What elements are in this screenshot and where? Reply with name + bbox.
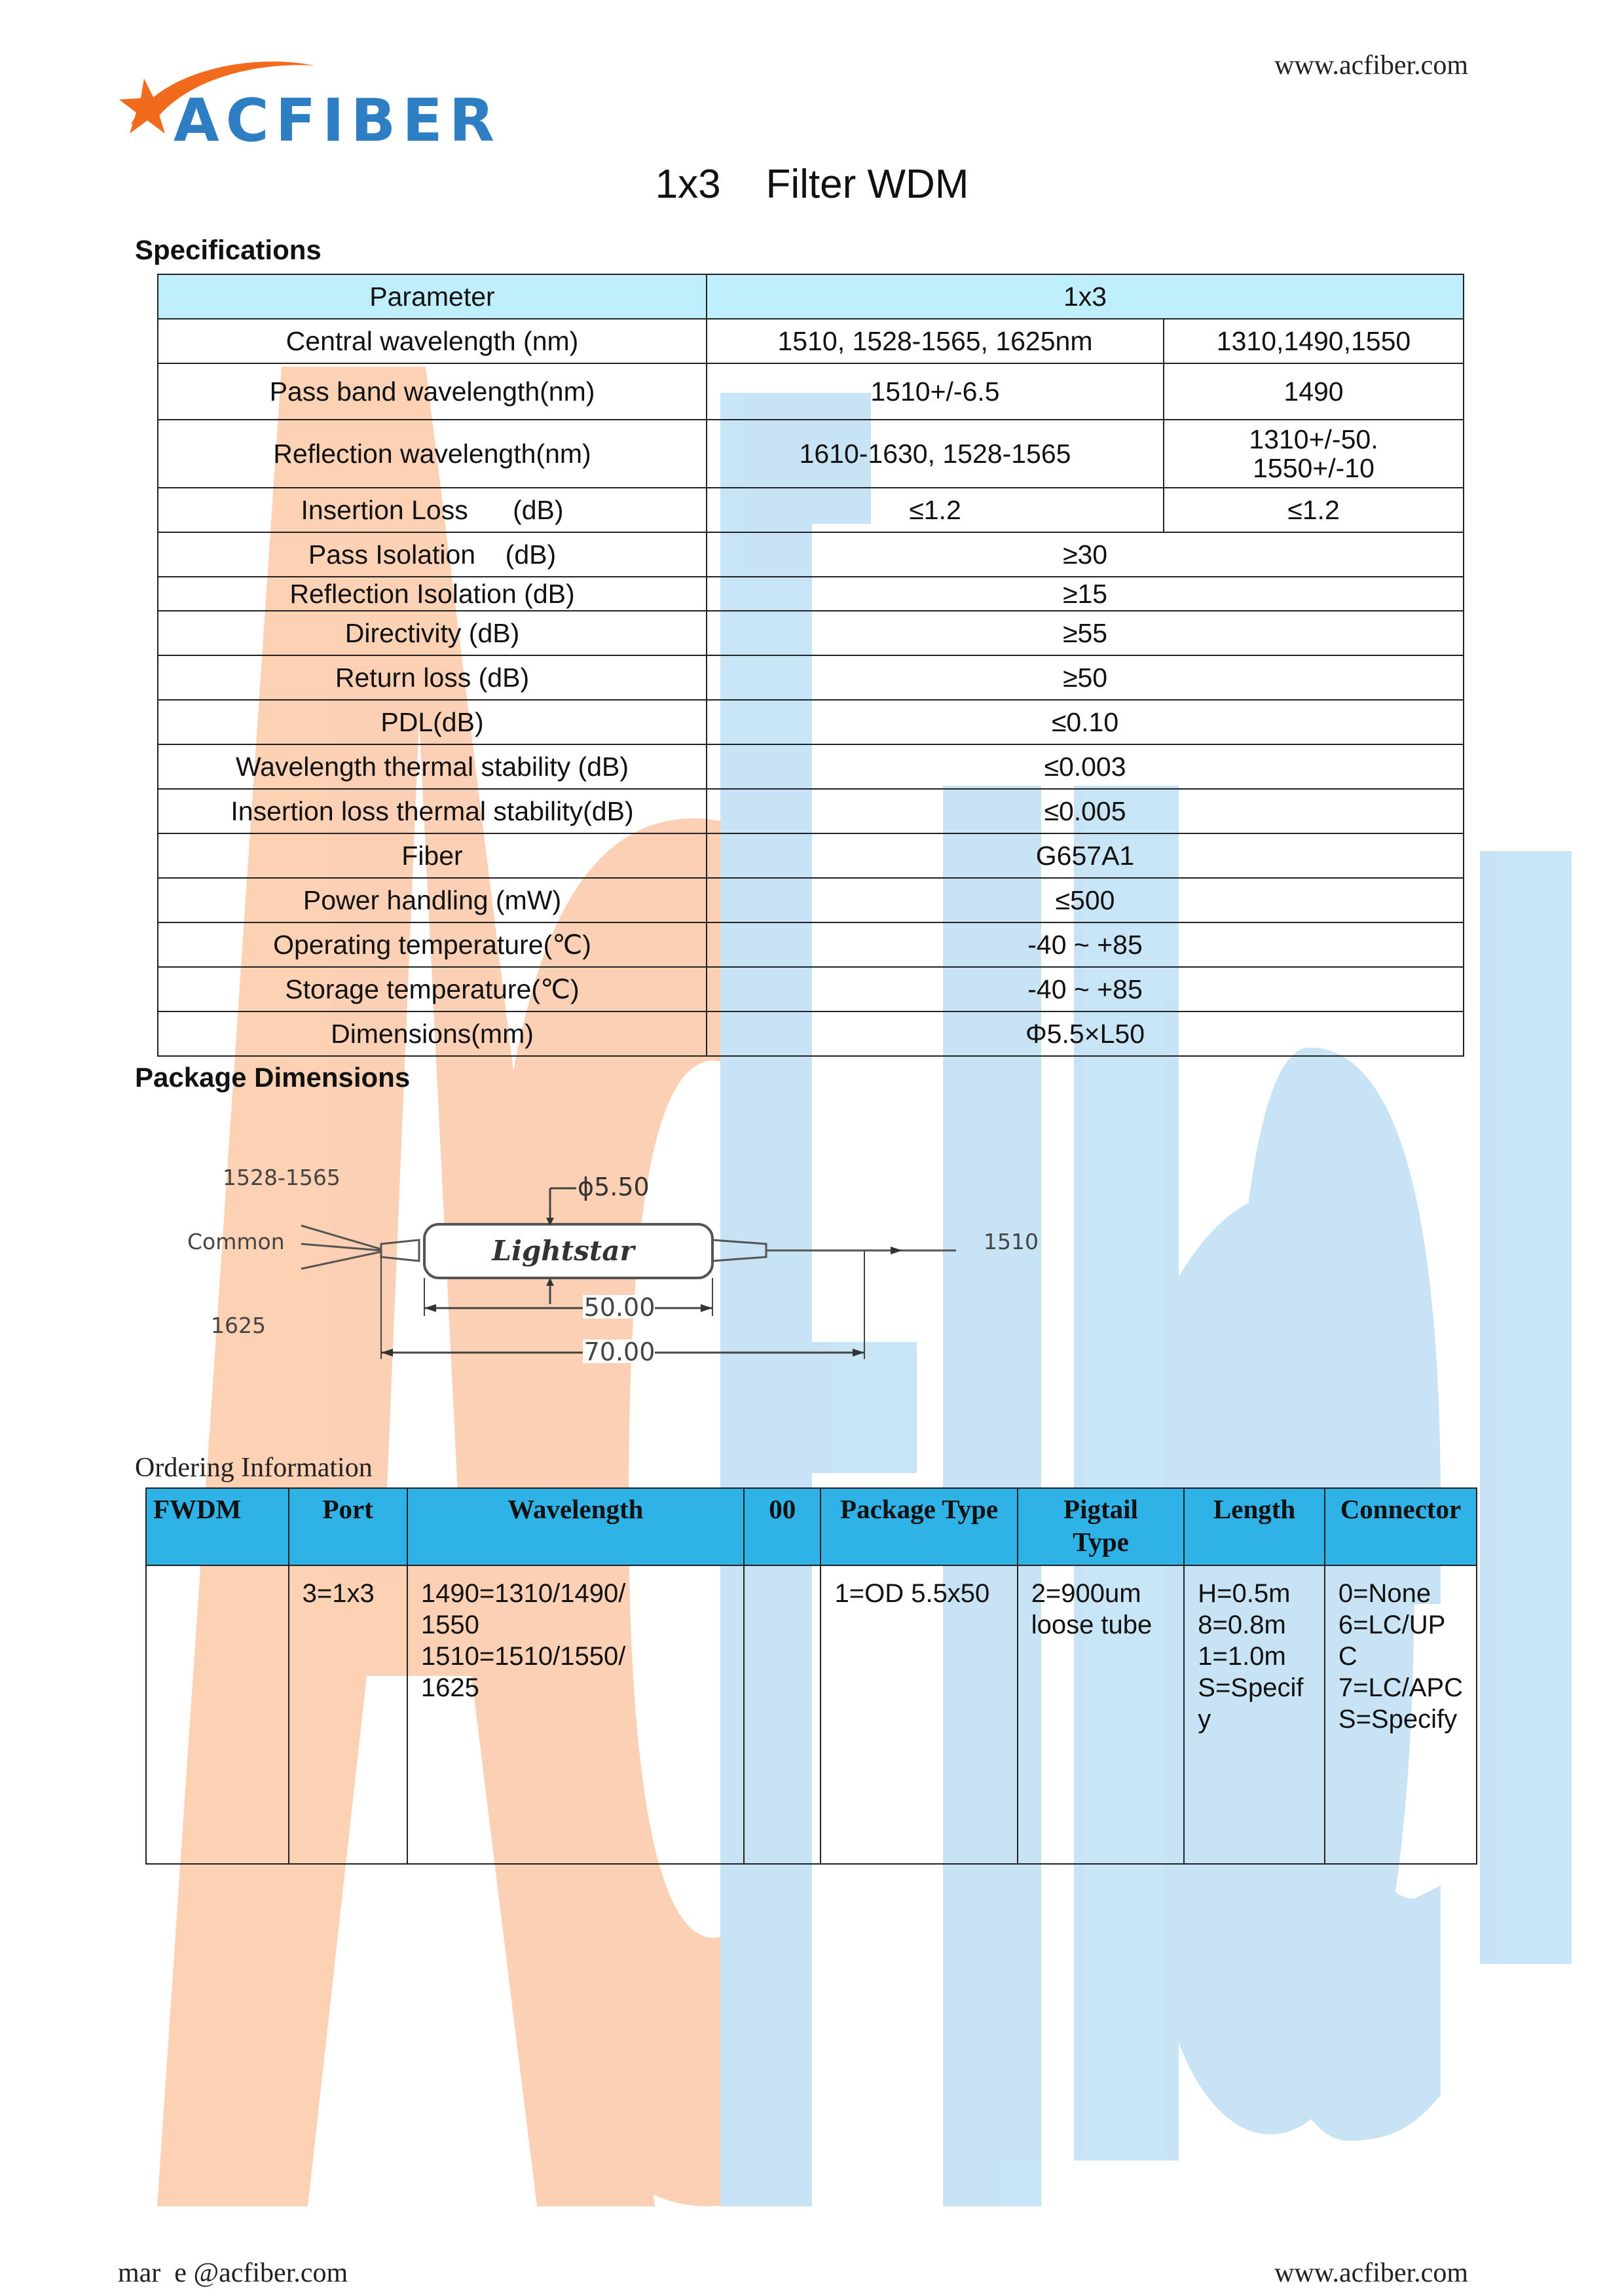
footer-email: mar e @acfiber.com [118,2258,348,2288]
order-header-wavelength: Wavelength [407,1488,744,1565]
spec-value: 1610-1630, 1528-1565 [707,420,1164,488]
spec-value: -40 ~ +85 [707,967,1464,1011]
order-cell-00 [744,1565,821,1864]
spec-row [158,922,1464,967]
spec-param: PDL(dB) [158,700,707,744]
order-cell-port: 3=1x3 [289,1565,407,1864]
spec-param: Dimensions(mm) [158,1011,707,1056]
spec-param: Operating temperature(℃) [158,922,707,967]
input-fibers [301,1226,381,1269]
spec-param: Insertion loss thermal stability(dB) [158,789,707,833]
order-header-length: Length [1184,1488,1325,1565]
spec-value: 1510, 1528-1565, 1625nm [707,319,1164,363]
spec-value: ≤0.10 [707,700,1464,744]
spec-param: Pass Isolation (dB) [158,532,707,577]
ordering-row [146,1565,1477,1864]
spec-row [158,420,1464,488]
order-header-package-type: Package Type [821,1488,1017,1565]
order-cell-fwdm [146,1565,289,1864]
spec-value: 1310,1490,1550 [1164,319,1464,363]
dimension-50: 50.00 [583,1293,655,1322]
label-common: Common [187,1229,285,1254]
arrow-icon [853,1349,864,1357]
package-dimensions-heading: Package Dimensions [135,1062,411,1093]
dimension-70: 70.00 [583,1338,655,1366]
arrow-icon [381,1349,393,1357]
arrow-icon [701,1304,712,1312]
spec-value: ≤0.005 [707,789,1464,833]
specifications-heading: Specifications [135,234,322,265]
ordering-header-row [146,1488,1477,1565]
spec-value: -40 ~ +85 [707,922,1464,967]
footer-website: www.acfiber.com [1274,2258,1468,2288]
label-1528-1565: 1528-1565 [223,1165,341,1190]
spec-param: Storage temperature(℃) [158,967,707,1011]
spec-value: ≥50 [707,655,1464,700]
order-header-port: Port [289,1488,407,1565]
spec-value: G657A1 [707,833,1464,878]
left-boot [381,1240,419,1261]
spec-row [158,655,1464,700]
right-boot [712,1240,766,1261]
spec-value: ≥30 [707,532,1464,577]
label-1625: 1625 [211,1313,266,1338]
spec-row [158,833,1464,878]
arrow-icon [424,1304,436,1312]
spec-value: 1310+/-50. 1550+/-10 [1164,420,1464,488]
spec-value: ≤1.2 [1164,488,1464,532]
logo-text: ACFIBER [174,86,502,155]
specifications-table [157,274,1464,1057]
spec-row [158,700,1464,744]
spec-value: ≤1.2 [707,488,1164,532]
spec-param: Directivity (dB) [158,611,707,655]
order-cell-connector: 0=None 6=LC/UP C 7=LC/APC S=Specify [1325,1565,1477,1864]
spec-row [158,878,1464,922]
spec-value: ≥15 [707,577,1464,611]
spec-param: Fiber [158,833,707,878]
spec-value: Φ5.5×L50 [707,1011,1464,1056]
order-header-pigtail-type: Pigtail Type [1018,1488,1185,1565]
dimension-extension-50 [424,1278,712,1316]
spec-header-parameter: Parameter [158,274,707,319]
brand-label: Lightstar [492,1235,635,1267]
spec-row [158,488,1464,532]
spec-param: Insertion Loss (dB) [158,488,707,532]
spec-row [158,1011,1464,1056]
spec-header-value: 1x3 [707,274,1464,319]
spec-value: ≤500 [707,878,1464,922]
order-cell-length: H=0.5m 8=0.8m 1=1.0m S=Specif y [1184,1565,1325,1864]
spec-value: ≥55 [707,611,1464,655]
spec-row [158,319,1464,363]
spec-value: 1490 [1164,363,1464,420]
ordering-table [145,1487,1477,1865]
spec-row [158,744,1464,789]
order-header-fwdm: FWDM [146,1488,289,1565]
order-header-00: 00 [744,1488,821,1565]
spec-row [158,363,1464,420]
order-cell-pigtail-type: 2=900um loose tube [1018,1565,1185,1864]
spec-row [158,611,1464,655]
ordering-info-heading: Ordering Information [135,1453,373,1483]
spec-param: Return loss (dB) [158,655,707,700]
spec-value: 1510+/-6.5 [707,363,1164,420]
order-cell-wavelength: 1490=1310/1490/ 1550 1510=1510/1550/ 1625 [407,1565,744,1864]
spec-row [158,789,1464,833]
spec-param: Pass band wavelength(nm) [158,363,707,420]
spec-header-row [158,274,1464,319]
spec-param: Reflection wavelength(nm) [158,420,707,488]
label-1510: 1510 [984,1229,1039,1254]
arrow-icon [891,1247,902,1254]
spec-param: Wavelength thermal stability (dB) [158,744,707,789]
spec-param: Power handling (mW) [158,878,707,922]
package-dimension-diagram [177,1152,1080,1401]
spec-value: ≤0.003 [707,744,1464,789]
spec-param: Central wavelength (nm) [158,319,707,363]
order-header-connector: Connector [1325,1488,1477,1565]
spec-param: Reflection Isolation (dB) [158,577,707,611]
spec-row [158,577,1464,611]
order-cell-package-type: 1=OD 5.5x50 [821,1565,1017,1864]
document-title: 1x3 Filter WDM [655,162,969,207]
spec-row [158,967,1464,1011]
spec-row [158,532,1464,577]
header-website: www.acfiber.com [1274,50,1468,81]
diameter-value: ϕ5.50 [578,1173,650,1201]
